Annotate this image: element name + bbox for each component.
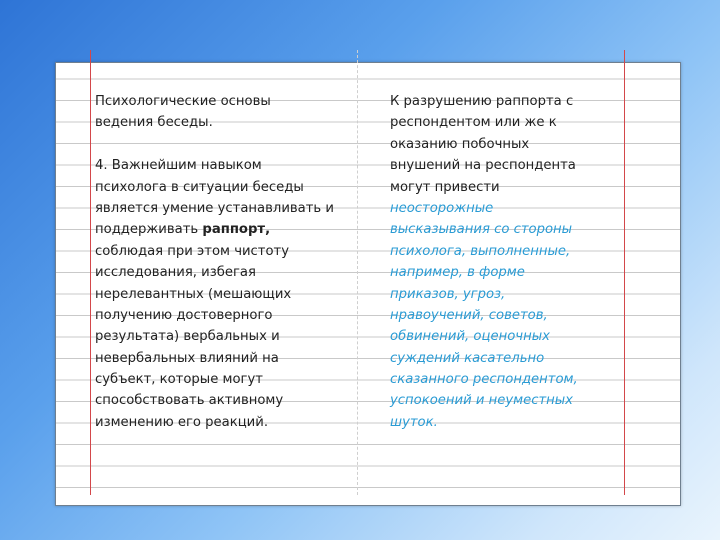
paragraph-text: поддерживать: [95, 222, 203, 238]
paragraph-line: 4. Важнейшим навыком: [95, 158, 262, 174]
paragraph-line: способствовать активному: [95, 393, 284, 409]
blank-line: [95, 134, 334, 155]
paragraph-line: изменению его реакций.: [95, 414, 269, 430]
highlighted-line: успокоений и неуместных: [390, 393, 573, 409]
paragraph-line: является умение устанавливать и: [95, 200, 334, 216]
paragraph-line: психолога в ситуации беседы: [95, 179, 304, 195]
right-text-column: [390, 91, 578, 433]
highlighted-line: например, в форме: [390, 265, 525, 281]
paragraph-line: результата) вербальных и: [95, 329, 280, 345]
right-margin-line: [624, 50, 625, 495]
paragraph-line: внушений на респондента: [390, 158, 576, 174]
paragraph-line: респондентом или же к: [390, 115, 557, 131]
paragraph-line: получению достоверного: [95, 307, 273, 323]
highlighted-line: психолога, выполненные,: [390, 243, 571, 259]
paragraph-line: могут привести: [390, 179, 500, 195]
highlighted-line: приказов, угроз,: [390, 286, 506, 302]
paragraph-line: исследования, избегая: [95, 265, 256, 281]
highlighted-line: сказанного респондентом,: [390, 372, 578, 388]
title-line: ведения беседы.: [95, 115, 213, 131]
paragraph-line: оказанию побочных: [390, 136, 530, 152]
paragraph-line: невербальных влияний на: [95, 350, 279, 366]
left-text-column: [95, 91, 334, 433]
highlighted-line: суждений касательно: [390, 350, 545, 366]
paragraph-line: нерелевантных (мешающих: [95, 286, 292, 302]
paragraph-line: субъект, которые могут: [95, 372, 263, 388]
left-margin-line: [90, 50, 91, 495]
center-divider-line: [357, 50, 358, 495]
paragraph-line: соблюдая при этом чистоту: [95, 243, 290, 259]
paragraph-line: К разрушению раппорта с: [390, 94, 574, 109]
highlighted-line: шуток.: [390, 414, 438, 430]
bold-term: раппорт,: [202, 222, 271, 238]
title-line: Психологические основы: [95, 94, 271, 109]
highlighted-line: высказывания со стороны: [390, 222, 573, 238]
highlighted-line: обвинений, оценочных: [390, 329, 550, 345]
highlighted-line: нравоучений, советов,: [390, 307, 548, 323]
paragraph-line: [95, 219, 334, 240]
highlighted-line: неосторожные: [390, 200, 494, 216]
